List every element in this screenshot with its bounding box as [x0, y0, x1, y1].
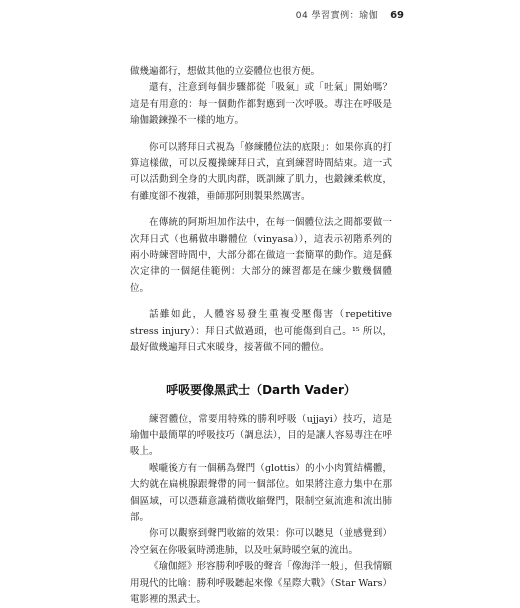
paragraph: 你可以將拜日式視為「修練體位法的底限」：如果你真的打算這樣做，可以反覆操練拜日式，直到練習時間結束。這一式可以活動到全身的大肌肉群，既訓練了肌力，也鍛鍊柔軟度，有雖度卻不複雜，垂師那阿則製果然厲害。 — [130, 141, 392, 202]
paragraph: 話雖如此，人體容易發生重複受壓傷害（repetitive stress injury）：拜日式做過頭，也可能傷到自己。¹⁵ 所以，最好做幾遍拜日式來暖身，接著做不同的體位。 — [130, 309, 392, 354]
paragraph: 《瑜伽經》形容勝利呼吸的聲音「像海洋一般」，但我情願用現代的比喻：勝利呼吸聽起來像《星際大戰》（Star Wars）電影裡的黑武士。 — [130, 561, 392, 605]
page-number: 69 — [390, 10, 404, 21]
paragraph: 做幾遍都行，想做其他的立姿體位也很方便。 — [130, 66, 321, 77]
chapter-title: 04 學習實例：瑜伽 — [295, 11, 379, 21]
paragraph: 喉嚨後方有一個稱為聲門（glottis）的小小肉質結構體，大約就在扁桃腺跟聲帶的同一個部位。如果將注意力集中在那個區域，可以憑藉意識稍微收縮聲門，限制空氣流進和流出肺部。 — [130, 462, 392, 523]
paragraph: 還有，注意到每個步驟都從「吸氣」或「吐氣」開始嗎？這是有用意的：每一個動作都對應到一次呼吸。專注在呼吸是瑜伽鍛鍊操不一樣的地方。 — [130, 82, 392, 127]
running-header — [296, 8, 404, 21]
section-heading: 呼吸要像黑武士（Darth Vader） — [166, 382, 356, 397]
paragraph: 你可以觀察到聲門收縮的效果：你可以聽見（並感覺到）冷空氣在你吸氣時湧進肺，以及吐氣時暖空氣的流出。 — [130, 528, 392, 556]
body-text — [130, 64, 392, 608]
paragraph: 練習體位，常要用特殊的勝利呼吸（ujjayi）技巧，這是瑜伽中最簡單的呼吸技巧（調息法），目的是讓人容易專注在呼吸上。 — [130, 413, 392, 458]
paragraph: 在傳統的阿斯坦加作法中，在每一個體位法之間都要做一次拜日式（也稱做串聯體位（vinyasa）），這表示初階系列的兩小時練習時間中，大部分都在做這一套簡單的動作。這是蘇次定律的一個絕佳範例：大部分的練習都是在練少數幾個體位。 — [130, 217, 392, 294]
